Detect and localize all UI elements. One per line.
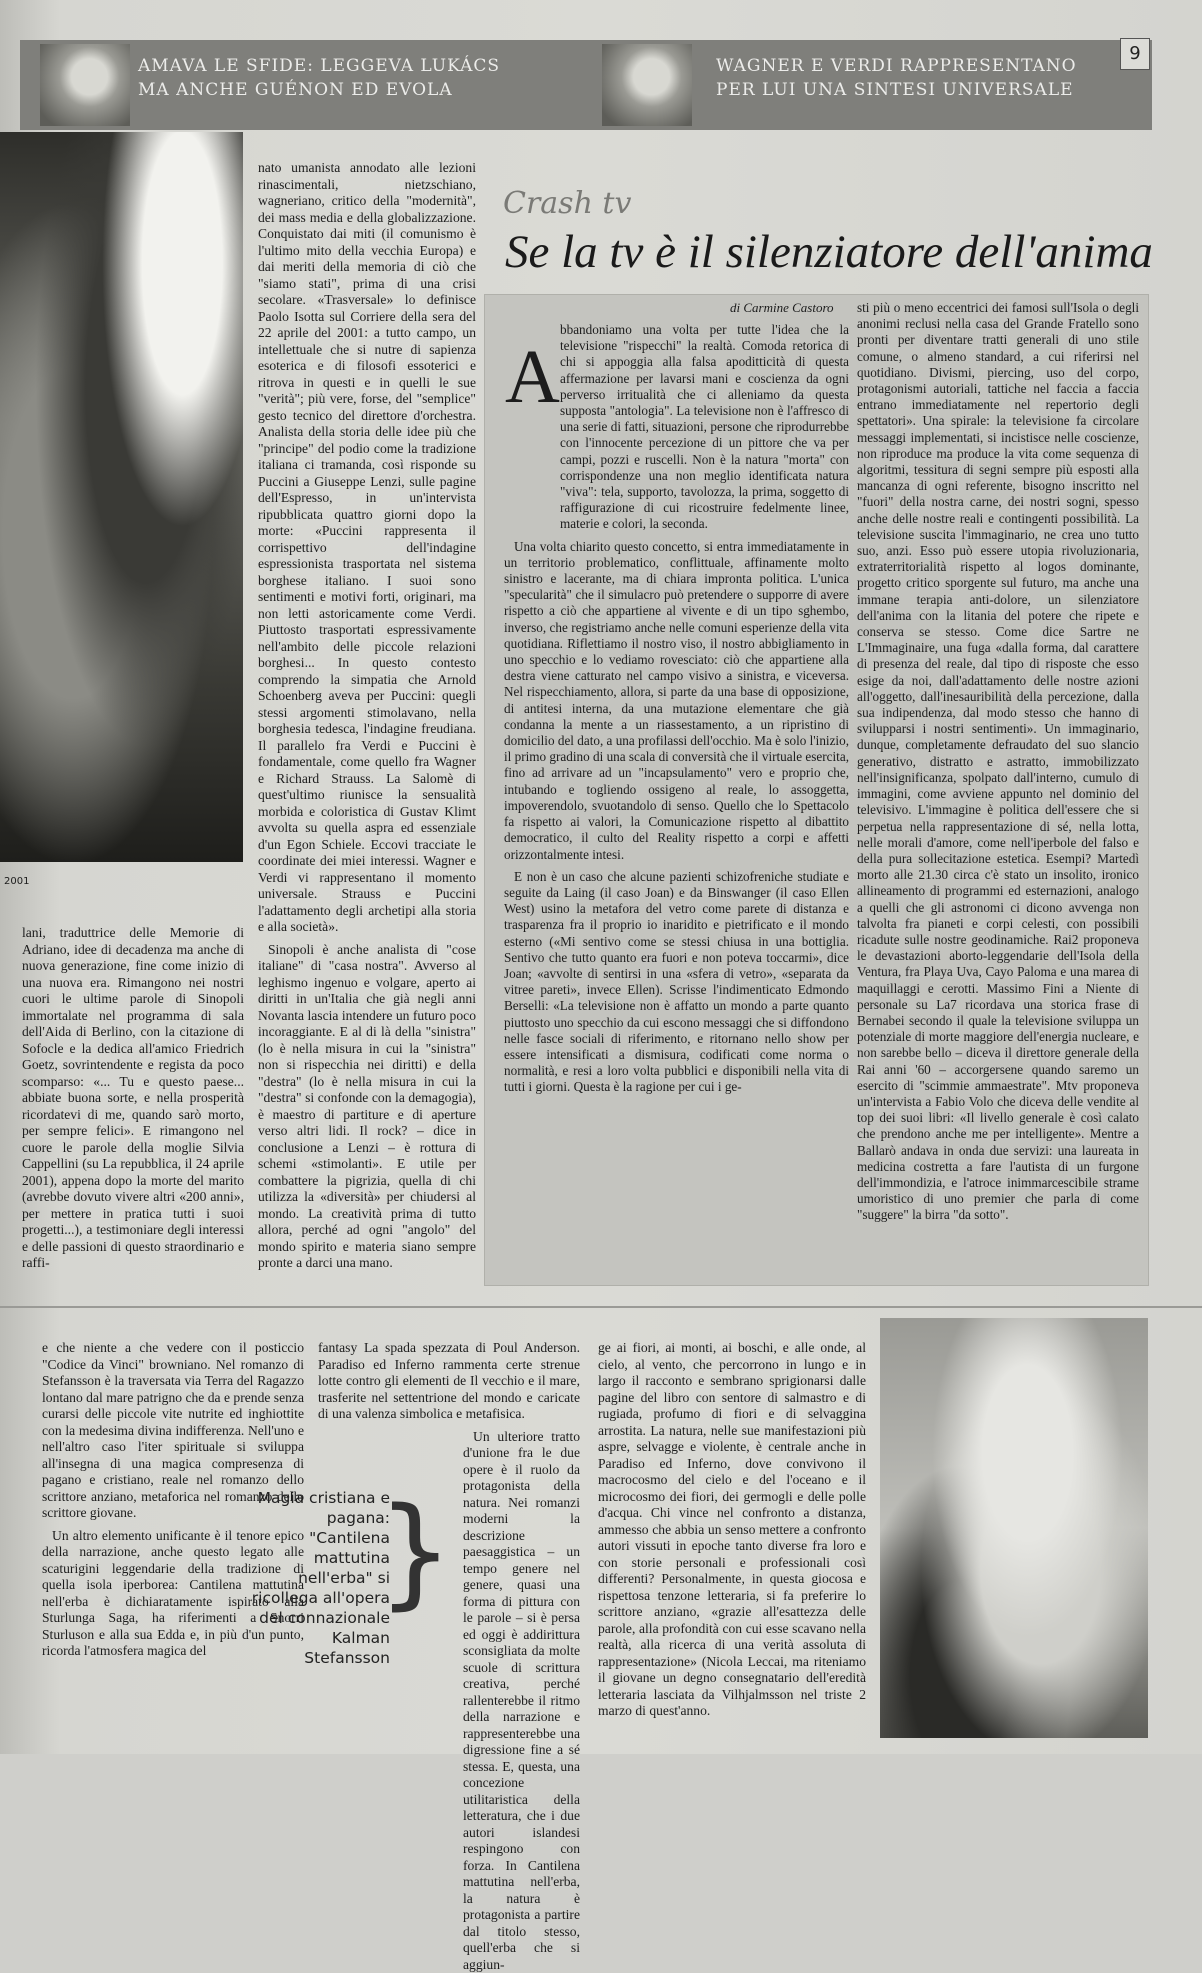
paragraph: Una volta chiarito questo concetto, si entra immediatamente in un territorio problematico, conflittuale, affinamente molto sinistro e lacerante, ma di chiara impronta politica. L'unica "specularità" che il simulacro può pretendere o supporre di avere rispetto a ciò che appartiene al vivente e di un tipo sghembo, inverso, che registriamo anche nelle comuni esperienze della vita quotidiana. Riflettiamo il nostro viso, il nostro abbigliamento in uno specchio e lo vediamo rovesciato: ciò che appartiene alla destra viene catturato nel campo visivo a sinistra, e viceversa. Nel rispecchiamento, allora, si parte da una base di opposizione, di antitesi interna, da una mutazione elementare che già condanna la mente a un riassestamento, a un ripristino di domicilio del dato, a una profilassi dell'occhio. Ma è solo l'inizio, il primo gradino di una scala di conversità che il virtuale esercita, fino ad arrivare ad un "incapsulamento" vero e proprio che, intubando e togliendo ossigeno al reale, lo assoggetta, impoverendolo, svuotandolo di senso. Quello che lo Spettacolo fa rispetto ai valori, la Comunicazione rispetto al dibattito democratico, il culto del Reality rispetto a corpi e affetti orizzontalmente intesi.: [504, 539, 849, 863]
banner-portrait-right: [602, 44, 692, 126]
column-sinopoli-continued: [258, 160, 476, 1280]
paragraph: ge ai fiori, ai monti, ai boschi, e alle onde, al cielo, al vento, che percorrono in lungo e in largo il racconto e sembrano sprigionarsi dalle pagine del libro con sentore di salmastro e di rugiada, profumo di fiori e di selvaggina arrostita. La natura, nelle sue manifestazioni più aspre, selvagge e violente, è centrale anche in Paradiso ed Inferno, dove convivono il macrocosmo del cielo e del l'oceano e il microcosmo dei fiori, dei germogli e delle polle d'acqua. Chi vince nel confronto a distanza, ammesso che abbia un senso mettere a confronto autori vissuti in epoche tanto diverse fra loro e con storie personali e professionali così differenti? Personalmente, in questa giocosa e rispettosa tenzone letteraria, si fa preferire lo scrittore anziano, «grazie all'esattezza delle parole, alla profondità con cui esse scavano nella realtà, alla ricerca di una verità assoluta di rappresentazione» (Nicola Leccai, ma riteniamo il giovane un degno consegnatario dell'eredità letteraria lasciata da Vilhjalmsson nel triste 2 marzo di quest'anno.: [598, 1340, 866, 1720]
paragraph: nato umanista annodato alle lezioni rinascimentali, nietzschiano, wagneriano, critico della "modernità", dei mass media e della globalizzazione. Conquistato dai miti (il comunismo è l'ultimo mito della vecchia Europa) e dai meriti della memoria di ciò che "siamo stati", prima di una crisi secolare. «Trasversale» lo definisce Paolo Isotta sul Corriere della sera del 22 aprile del 2001: a tutto campo, un intellettuale che si nutre di sapienza esoterica e di filosofi essoterici e ritrova in questi e in quelli le sue "verità"; più vere, forse, del "semplice" gesto tecnico del direttore d'orchestra. Analista della storia delle idee più che "principe" del podio come la tradizione italiana ci tramanda, così risponde su Puccini a Giuseppe Lenzi, sulle pagine dell'Espresso, in un'intervista ripubblicata quattro giorni dopo la morte: «Puccini rappresenta il corrispettivo dell'indagine espressionista trasportata nel sistema borghese italiano. I suoi sono sentimenti e motivi forti, originari, ma non letti astoricamente come Verdi. Piuttosto trasportati espressivamente nell'ambito delle piccole relazioni borghesi... In questo contesto comprendo la simpatia che Arnold Schoenberg aveva per Puccini: quegli stessi argomenti stimolavano, nella borghesia tedesca, l'indagine freudiana. Il parallelo fra Verdi e Puccini è fondamentale, come quello fra Wagner e Richard Strauss. La Salomè di quest'ultimo riunisce la sensualità morbida e coloristica di Gustav Klimt avvolta su quella aspra ed essenziale d'un Egon Schiele. Eccovi tracciate le coordinate dei miei interessi. Wagner e Verdi vi rappresentano il momento universale. Strauss e Puccini l'adattamento degli archetipi alla storia e alla società».: [258, 160, 476, 936]
paragraph: sti più o meno eccentrici dei famosi sull'Isola o degli anonimi reclusi nella casa del Grande Fratello sono pronti per diventare tratti generali di uno stile comune, o almeno standard, a cui riferirsi nel quotidiano. Divismi, piercing, uso del corpo, protagonismi autoriali, tattiche nel faccia a faccia entrano immediatamente nel repertorio degli spettatori». Una spirale: la televisione fa circolare messaggi implementati, si incistisce nelle coscienze, non riproduce ma produce la vita come sequenza di algoritmi, tessitura di segni sempre più esposti alla mancanza di ogni referente, bisogno inscritto nel "fuori" della nostra carne, dei nostri sogni, spesso anche delle nostre reali e contingenti possibilità. La televisione suscita l'immaginario, ne crea uno tutto suo, anzi. Esso può essere utopia rivoluzionaria, extraterritorialità rispetto al logos dominante, progetto critico sporgente sul futuro, ma anche una immane terapia anti-dolore, un silenziatore dell'anima con la litania del potere che ripete e conserva se stesso. Come dice Sartre ne L'Immaginaire, una fuga «dalla forma, dal carattere di presenza del reale, dal tipo di risposte che esso esige da noi, dall'adattamento delle nostre azioni all'oggetto, dall'inesauribilità della percezione, dalla sua indipendenza, dal modo stesso che hanno di svilupparsi i nostri sentimenti». Un immaginario, dunque, completamente defraudato del suo slancio generativo, distratto e astratto, immobilizzato nell'insignificanza, spolpato dall'interno, cumulo di immagini, come avviene appunto nel dominio del televisivo. L'immagine è politica dell'essere che si perpetua nella rappresentazione di sé, nella lotta, nelle morali d'amore, come nell'iperbole del falso e della pura sollecitazione estetica. Esempi? Martedì morto alle 21.30 circa c'è stato un insolito, ironico allineamento di programmi ed esternazioni, analogo a quelli che gli astronomi ci dicono avvenga non talvolta fra pianeti e corpi celesti, con possibili ricadute sulle nostre geodinamiche. Rai2 proponeva le devastazioni aborto-leggendarie dell'Isola della Ventura, fra Playa Uva, Cayo Paloma e una marea di maquillaggi e cerotti. Massimo Fini a Niente di personale su La7 ricordava una storica frase di Bernabei secondo il quale la televisione sviluppa un potenziale di morte maggiore dell'energia nucleare, e non sarebbe bello – diceva il direttore generale della Rai anni '60 – accorgersene quando saremo un esercito di "scimmie ammaestrate". Mtv proponeva un'intervista a Fabio Volo che diceva delle vendite al top dei suoi libri: «Il livello generale è così calato che prendono anche me per intelligente». Mentre a Ballarò andava in onda due servizi: una laureata in medicina costretta a fare l'autista di un furgone dell'immondizia, e l'atroce inimmarcescibile strame umoristico di uno premier che parla di come "suggere" la birra "da sotto".: [857, 300, 1139, 1224]
article-column-2: [857, 300, 1139, 1274]
banner-title-left: AMAVA LE SFIDE: LEGGEVA LUKÁCS MA ANCHE GUÉNON ED EVOLA: [138, 54, 518, 102]
column-sinopoli-start: [22, 925, 244, 1280]
photo-author-portrait: [880, 1318, 1148, 1738]
article-author: di Carmine Castoro: [730, 300, 834, 316]
header-banner: [20, 40, 1152, 130]
page-number: 9: [1120, 38, 1150, 70]
article-kicker: Crash tv: [503, 186, 631, 221]
photo-conductor: [0, 132, 243, 862]
bottom-column-3: [598, 1340, 866, 1738]
paragraph: Sinopoli è anche analista di "cose italiane" di "casa nostra". Avverso al leghismo ingenuo e volgare, aperto ai diritti in un'Italia che già negli anni Novanta lascia intendere un futuro poco incoraggiante. E al di là della "sinistra" (lo è nella misura in cui la "sinistra" non si rispecchia nei diritti) e della "destra" (lo è nella misura in cui la "destra" si confonde con la demagogia), è maestro di partiture e di aperture verso altri lidi. Il rock? – dice in conclusione a Lenzi – è rottura di schemi «stimolanti». E utile per combattere la pigrizia, quella di chi utilizza la «diversità» per chiudersi al mondo. La creatività prima di tutto allora, perché ad ogni "angolo" del mondo spirito e materia siano sempre pronte a darci una mano.: [258, 942, 476, 1272]
photo-caption: 2001: [4, 876, 29, 887]
brace-ornament: }: [377, 1483, 399, 1621]
article-column-1: [504, 322, 849, 1274]
paragraph: fantasy La spada spezzata di Poul Anderson. Paradiso ed Inferno rammenta certe strenue lotte contro gli elementi de Il vecchio e il mare, trasferite nel settentrione del mondo e caricate di una valenza simbolica e metafisica.: [318, 1340, 580, 1423]
paragraph: Un altro elemento unificante è il tenore epico della narrazione, anche questo legato alle scaturigini leggendarie della tradizione di quella isola iperborea: Cantilena mattutina nell'erba è dichiaratamente ispirato alla Sturlunga Saga, ha riferimenti a Snorri Sturluson e alla sua Edda e, in più d'un punto, ricorda l'atmosfera magica del: [42, 1528, 304, 1660]
banner-thumbnail-left: [40, 44, 130, 126]
section-divider: [0, 1306, 1202, 1308]
paragraph: bbandoniamo una volta per tutte l'idea che la televisione "rispecchi" la realtà. Comoda retorica di chi si appoggia alla falsa apoditticità di questa affermazione per lavarsi mani e coscienza da ogni perverso irritualità che ci alleniamo da questa supposta "antologia". La televisione non è l'affresco di una serie di fatti, situazioni, persone che riprodurrebbe con l'innocente percezione di un pittore che va per campi, pozzi e ruscelli. Non è la natura "morta" con corrispondenze una non meglio identificata natura "viva": tela, supporto, tavolozza, la prima, soggetto di raffigurazione di cui ricostruire fedelmente linee, materie e colori, la seconda.: [504, 322, 849, 533]
paragraph: Un ulteriore tratto d'unione fra le due opere è il ruolo da protagonista della natura. Nei romanzi moderni la descrizione paesaggistica – un tempo genere nel genere, quasi una forma di pittura con le parole – si è persa ed oggi è addirittura sconsigliata da molte scuole di scrittura creativa, perché rallenterebbe il ritmo della narrazione e rappresenterebbe una digressione fine a sé stessa. E, questa, una concezione utilitaristica della letteratura, che i due autori islandesi respingono con forza. In Cantilena mattutina nell'erba, la natura è protagonista a partire dal titolo stesso, quell'erba che si aggiun-: [463, 1429, 580, 1973]
drop-cap: A: [505, 342, 560, 412]
paragraph: E non è un caso che alcune pazienti schizofreniche studiate e seguite da Laing (il caso Joan) e da Binswanger (il caso Ellen West) usino la metafora del vetro come parete di distanza e trasparenza fra il proprio io inaridito e pietrificato e il mondo esterno («Mi sentivo come se stessi chiusa in una bottiglia. Sentivo che tutto quanto era fuori e non poteva toccarmi», dice Joan; «avvolte di sentirsi in una «sfera di vetro», «separata da vitree pareti», invece Ellen). Scrisse l'indimenticato Edmondo Berselli: «La televisione non è affatto un mondo a parte quanto piuttosto uno specchio da cui escono messaggi che si diffondono nelle fasce sociali di riferimento, e ritornano nello show per essere intensificati a dismisura, codificati come norma o normalità, e resi a loro volta pubblici e disponibili nella vita di tutti i giorni. Questa è la ragione per cui i ge-: [504, 869, 849, 1096]
article-headline: Se la tv è il silenziatore dell'anima: [505, 224, 1185, 280]
paragraph: lani, traduttrice delle Memorie di Adriano, idee di decadenza ma anche di nuova generazione, fine come inizio di una nuova era. Rimangono nei nostri cuori le ultime parole di Sinopoli immortalate nel programma di sala dell'Aida di Berlino, con la citazione di Sofocle e la dedica all'amico Friedrich Goetz, sovrintendente e regista da poco scomparso: «... Tu e questo paese... abbiate buona sorte, e nella prosperità ricordatevi di me, quando sarò morto, per sempre felici». E rimangono nel cuore le parole della moglie Silvia Cappellini (su La repubblica, il 24 aprile 2001), appena dopo la morte del marito (avrebbe dovuto vivere altri «200 anni», per mettere in pratica tutti i suoi progetti...), a testimoniare degli interessi e delle passioni di questo straordinario e raffi-: [22, 925, 244, 1272]
banner-title-right: WAGNER E VERDI RAPPRESENTANO PER LUI UNA SINTESI UNIVERSALE: [716, 54, 1096, 102]
paragraph: e che niente a che vedere con il posticcio "Codice da Vinci" browniano. Nel romanzo di Stefansson è la traversata via Terra del Ragazzo lontano dal mare patrigno che da e prende senza curarsi delle piccole vite nutrite ed inghiottite con la medesima divina indifferenza. Nell'uno e nell'altro caso l'iter spirituale si sviluppa all'insegna di una magica compresenza di pagano e cristiano, reale nel romanzo dello scrittore anziano, metaforica nel romanzo dello scrittore giovane.: [42, 1340, 304, 1522]
pull-quote: Magia cristiana e pagana: "Cantilena mattutina nell'erba" si ricollega all'opera del connazionale Kalman Stefansson: [250, 1488, 390, 1668]
